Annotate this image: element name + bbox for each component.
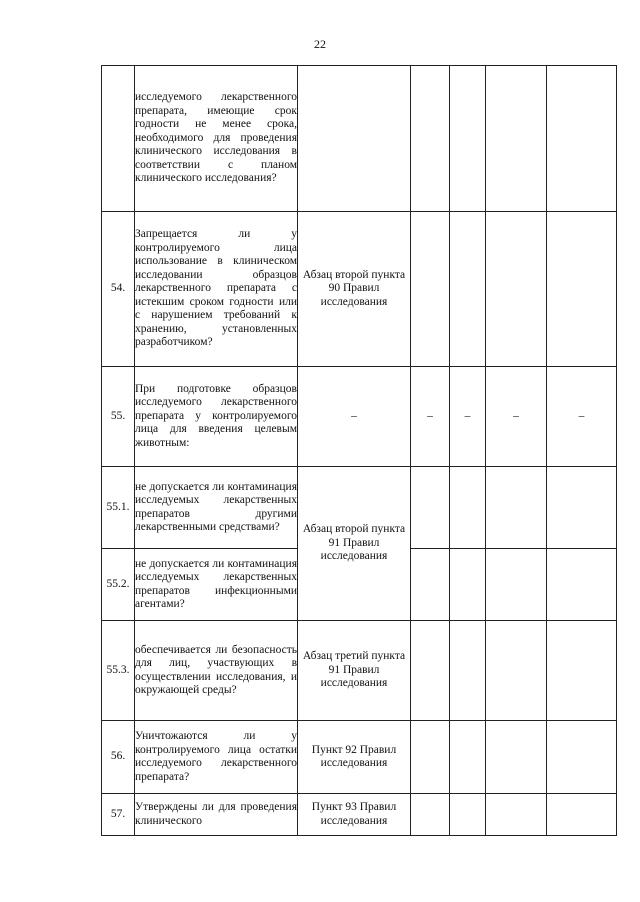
answer-cell (486, 549, 547, 621)
requirement-text: исследуемого лекарственного препарата, имеющие срок годности не менее срока, необходимого для проведения клинического исследования в соответствии с планом клинического исследования? (135, 66, 298, 212)
legal-reference: Пункт 93 Правил исследования (298, 794, 411, 836)
answer-cell: – (486, 367, 547, 467)
answer-cell (450, 212, 486, 367)
table-row (102, 367, 617, 467)
answer-cell (486, 794, 547, 836)
answer-cell: – (411, 367, 450, 467)
legal-reference: Абзац второй пункта 91 Правил исследования (298, 467, 411, 621)
answer-cell (450, 549, 486, 621)
requirement-text: обеспечивается ли безопасность для лиц, участвующих в осуществлении исследования, и окружающей среды? (135, 621, 298, 721)
legal-reference: Абзац второй пункта 90 Правил исследования (298, 212, 411, 367)
requirement-text: не допускается ли контаминация исследуемых лекарственных препаратов другими лекарственными средствами? (135, 467, 298, 549)
answer-cell (486, 621, 547, 721)
answer-cell (450, 66, 486, 212)
requirement-text: не допускается ли контаминация исследуемых лекарственных препаратов инфекционными агентами? (135, 549, 298, 621)
answer-cell (450, 721, 486, 794)
table-row (102, 212, 617, 367)
answer-cell (450, 467, 486, 549)
checklist-table (101, 65, 617, 836)
legal-reference (298, 66, 411, 212)
answer-cell (547, 721, 617, 794)
answer-cell (486, 467, 547, 549)
requirement-text: Запрещается ли у контролируемого лица использование в клиническом исследовании образцов лекарственного препарата с истекшим сроком годности или с нарушением требований к хранению, установленных разработчиком? (135, 212, 298, 367)
answer-cell (547, 549, 617, 621)
answer-cell (411, 212, 450, 367)
row-number: 55.1. (102, 467, 135, 549)
legal-reference: Абзац третий пункта 91 Правил исследования (298, 621, 411, 721)
answer-cell: – (450, 367, 486, 467)
row-number: 54. (102, 212, 135, 367)
answer-cell (547, 212, 617, 367)
answer-cell (547, 467, 617, 549)
row-number: 55. (102, 367, 135, 467)
answer-cell (411, 467, 450, 549)
row-number: 56. (102, 721, 135, 794)
answer-cell (547, 621, 617, 721)
answer-cell (486, 66, 547, 212)
answer-cell (486, 212, 547, 367)
answer-cell (411, 721, 450, 794)
requirement-text: При подготовке образцов исследуемого лекарственного препарата у контролируемого лица для введения целевым животным: (135, 367, 298, 467)
row-number: 57. (102, 794, 135, 836)
answer-cell (411, 794, 450, 836)
answer-cell (486, 721, 547, 794)
row-number: 55.2. (102, 549, 135, 621)
answer-cell (450, 621, 486, 721)
requirement-text: Утверждены ли для проведения клинического (135, 794, 298, 836)
row-number (102, 66, 135, 212)
requirement-text: Уничтожаются ли у контролируемого лица остатки исследуемого лекарственного препарата? (135, 721, 298, 794)
answer-cell (450, 794, 486, 836)
table-row (102, 621, 617, 721)
answer-cell: – (547, 367, 617, 467)
table-row (102, 794, 617, 836)
table-row (102, 66, 617, 212)
answer-cell (547, 66, 617, 212)
table-row (102, 721, 617, 794)
answer-cell (547, 794, 617, 836)
page-number: 22 (314, 37, 326, 51)
row-number: 55.3. (102, 621, 135, 721)
legal-reference: – (298, 367, 411, 467)
answer-cell (411, 549, 450, 621)
table-row (102, 467, 617, 549)
answer-cell (411, 66, 450, 212)
answer-cell (411, 621, 450, 721)
legal-reference: Пункт 92 Правил исследования (298, 721, 411, 794)
